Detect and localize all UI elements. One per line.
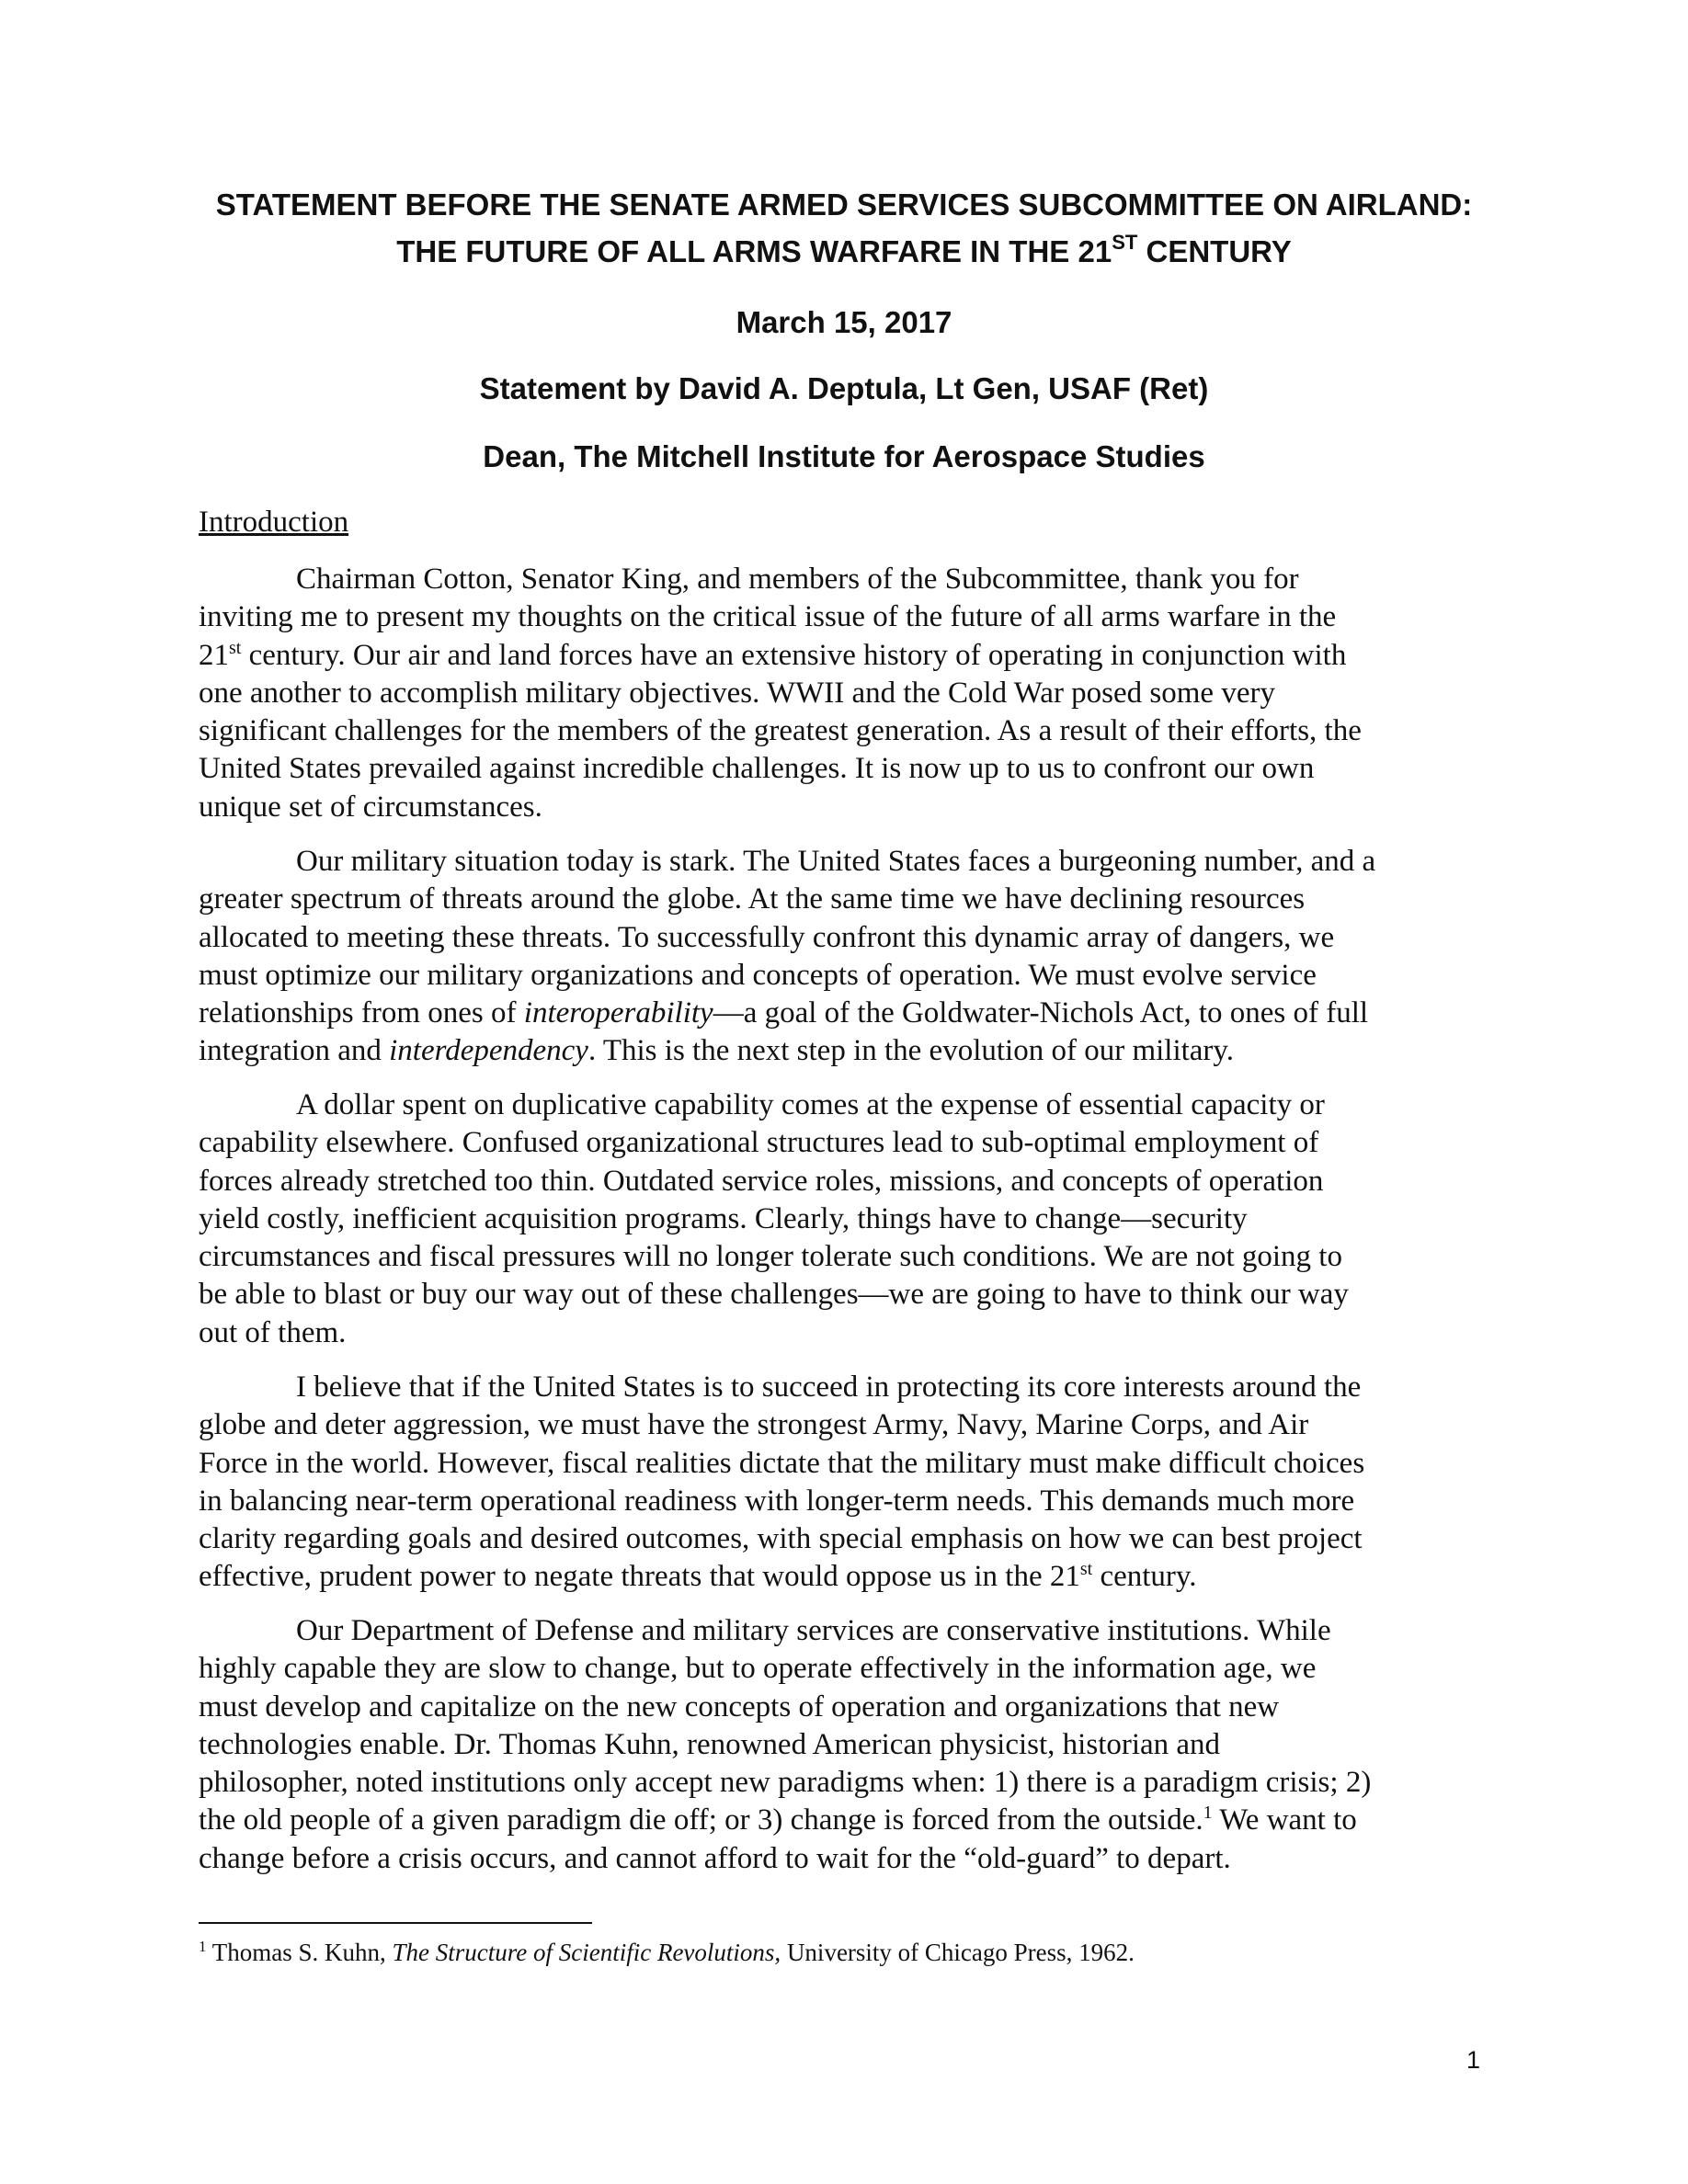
paragraph-line: United States prevailed against incredible challenges. It is now up to us to confront our own — [199, 752, 1315, 786]
footnote-publisher: University of Chicago Press, 1962. — [781, 1939, 1135, 1966]
footnote-reference[interactable]: 1 — [1203, 1803, 1213, 1824]
paragraph-line: significant challenges for the members of the greatest generation. As a result of their efforts, the — [199, 714, 1362, 748]
statement-author: Statement by David A. Deptula, Lt Gen, USAF (Ret) — [479, 371, 1209, 405]
paragraph-line: must optimize our military organizations and concepts of operation. We must evolve service — [199, 958, 1317, 992]
paragraph-line: Force in the world. However, fiscal realities dictate that the military must make difficult choices — [199, 1446, 1365, 1480]
ordinal-superscript: st — [229, 637, 242, 658]
section-heading-introduction: Introduction — [199, 506, 349, 539]
footnote-book-title: The Structure of Scientific Revolutions, — [392, 1939, 781, 1966]
document-title-line-2 — [0, 231, 1688, 269]
paragraph-line: change before a crisis occurs, and cannot afford to wait for the “old-guard” to depart. — [199, 1841, 1231, 1875]
emphasis-interoperability: interoperability — [523, 996, 713, 1030]
paragraph-line: must develop and capitalize on the new concepts of operation and organizations that new — [199, 1689, 1280, 1723]
paragraph-line — [199, 1802, 1486, 1839]
paragraph-line: out of them. — [199, 1315, 347, 1349]
ordinal-superscript: st — [1079, 1559, 1093, 1580]
author-role: Dean, The Mitchell Institute for Aerospace Studies — [483, 439, 1205, 473]
century-number: 21 — [199, 638, 229, 672]
paragraph-line-text: integration and — [199, 1034, 390, 1068]
paragraph-line: highly capable they are slow to change, but to operate effectively in the information age, we — [199, 1652, 1317, 1686]
title-line-2-tail: CENTURY — [1137, 234, 1292, 268]
footnote-1 — [199, 1939, 1486, 1967]
paragraph-line-text: the old people of a given paradigm die off; or 3) change is forced from the outside. — [199, 1803, 1203, 1837]
paragraph-line: technologies enable. Dr. Thomas Kuhn, renowned American physicist, historian and — [199, 1727, 1221, 1761]
paragraph-line: in balancing near-term operational readiness with longer-term needs. This demands much more — [199, 1484, 1355, 1518]
paragraph-line: forces already stretched too thin. Outdated service roles, missions, and concepts of operation — [199, 1164, 1324, 1198]
paragraph-line: Chairman Cotton, Senator King, and members of the Subcommittee, thank you for — [296, 563, 1299, 596]
paragraph-line-text: effective, prudent power to negate threats that would oppose us in the 21 — [199, 1560, 1080, 1594]
paragraph-line-text: —a goal of the Goldwater-Nichols Act, to ones of full — [713, 996, 1369, 1030]
paragraph-line — [199, 1032, 1486, 1070]
paragraph-line: unique set of circumstances. — [199, 790, 542, 824]
paragraph-line — [199, 637, 1486, 675]
paragraph-line: philosopher, noted institutions only accept new paradigms when: 1) there is a paradigm crisis; 2) — [199, 1766, 1372, 1800]
paragraph-line-text: . This is the next step in the evolution of our military. — [587, 1034, 1235, 1068]
paragraph-line: clarity regarding goals and desired outcomes, with special emphasis on how we can best project — [199, 1522, 1363, 1556]
emphasis-interdependency: interdependency — [389, 1034, 588, 1068]
paragraph-line: Our military situation today is stark. The United States faces a burgeoning number, and a — [296, 845, 1376, 878]
paragraph-3 — [199, 1086, 1486, 1352]
paragraph-4 — [199, 1369, 1486, 1597]
footnote-author: Thomas S. Kuhn, — [206, 1939, 393, 1966]
paragraph-line-text: century. Our air and land forces have an extensive history of operating in conjunction with — [248, 638, 1347, 672]
title-line-2-text: THE FUTURE OF ALL ARMS WARFARE IN THE 21 — [396, 234, 1112, 268]
paragraph-line: circumstances and fiscal pressures will no longer tolerate such conditions. We are not going to — [199, 1240, 1342, 1274]
paragraph-line: be able to blast or buy our way out of these challenges—we are going to have to think our way — [199, 1278, 1349, 1312]
paragraph-5 — [199, 1612, 1486, 1878]
paragraph-1 — [199, 561, 1486, 826]
paragraph-2 — [199, 843, 1486, 1071]
statement-date: March 15, 2017 — [736, 305, 952, 339]
paragraph-line: A dollar spent on duplicative capability comes at the expense of essential capacity or — [296, 1088, 1325, 1121]
paragraph-line: I believe that if the United States is to succeed in protecting its core interests around the — [296, 1371, 1362, 1404]
document-title-line-1: STATEMENT BEFORE THE SENATE ARMED SERVICES SUBCOMMITTEE ON AIRLAND: — [215, 188, 1473, 222]
footnote-divider — [199, 1922, 592, 1924]
paragraph-line — [199, 1558, 1486, 1596]
paragraph-line: globe and deter aggression, we must have the strongest Army, Navy, Marine Corps, and Air — [199, 1408, 1309, 1442]
paragraph-line: yield costly, inefficient acquisition programs. Clearly, things have to change—security — [199, 1201, 1248, 1235]
footnote-marker: 1 — [199, 1938, 207, 1955]
page-number: 1 — [1466, 2046, 1480, 2074]
paragraph-line: greater spectrum of threats around the globe. At the same time we have declining resources — [199, 882, 1306, 916]
paragraph-line: Our Department of Defense and military services are conservative institutions. While — [296, 1614, 1331, 1647]
paragraph-line-text: We want to — [1212, 1803, 1357, 1837]
paragraph-line: inviting me to present my thoughts on the critical issue of the future of all arms warfare in the — [199, 600, 1337, 634]
paragraph-line-text: century. — [1092, 1560, 1197, 1594]
paragraph-line: one another to accomplish military objectives. WWII and the Cold War posed some very — [199, 676, 1275, 710]
title-superscript: ST — [1112, 231, 1138, 254]
paragraph-line-text: relationships from ones of — [199, 996, 524, 1030]
paragraph-line: allocated to meeting these threats. To successfully confront this dynamic array of dangers, we — [199, 920, 1335, 954]
paragraph-line — [199, 995, 1486, 1032]
paragraph-line: capability elsewhere. Confused organizational structures lead to sub-optimal employment of — [199, 1126, 1319, 1160]
